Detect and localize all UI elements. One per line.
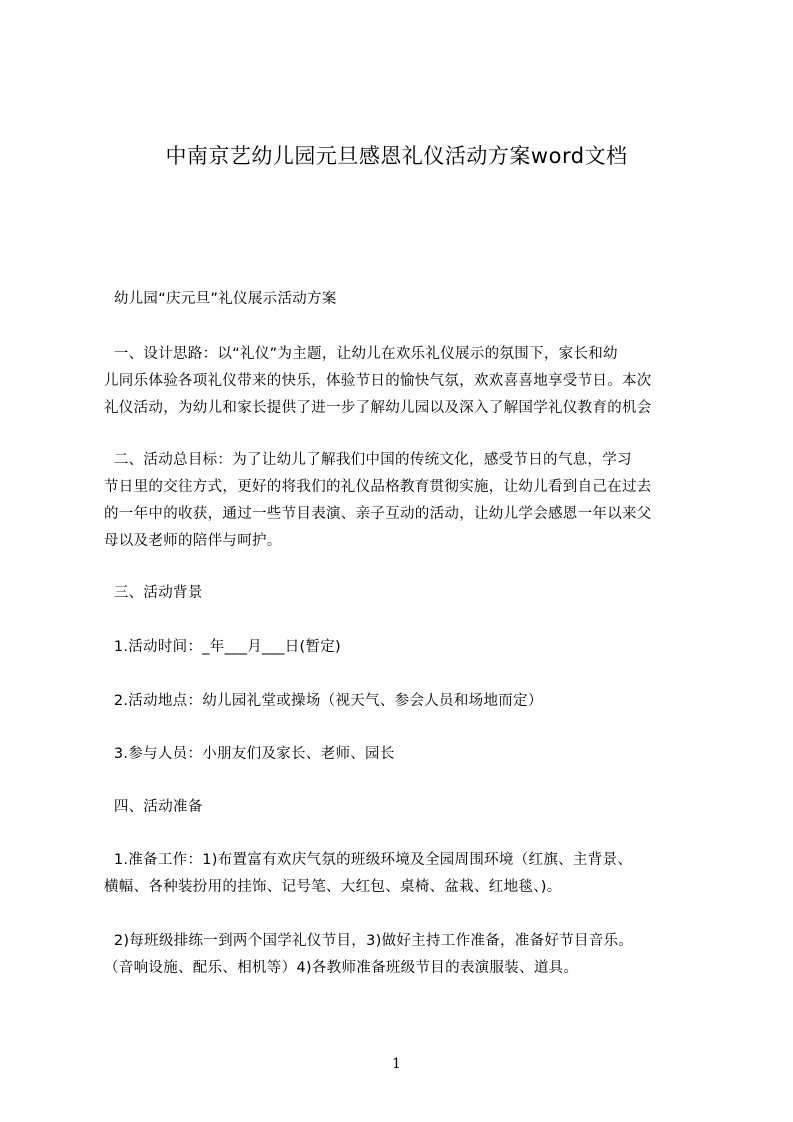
text-line: （音响设施、配乐、相机等）4)各教师准备班级节目的表演服装、道具。 (104, 960, 579, 976)
text-line: 一、设计思路：以“礼仪”为主题，让幼儿在欢乐礼仪展示的氛围下，家长和幼 (104, 346, 618, 362)
text-line: 幼儿园“庆元旦”礼仪展示活动方案 (104, 291, 337, 307)
text-line: 2)每班级排练一到两个国学礼仪节目，3)做好主持工作准备，准备好节目音乐。 (104, 933, 634, 949)
text-line: 2.活动地点：幼儿园礼堂或操场（视天气、参会人员和场地而定） (104, 693, 543, 709)
text-line: 1.准备工作：1)布置富有欢庆气氛的班级环境及全园周围环境（红旗、主背景、 (104, 852, 633, 868)
text-line: 二、活动总目标：为了让幼儿了解我们中国的传统文化，感受节日的气息，学习 (104, 452, 632, 468)
paragraph-overall-goal (104, 447, 704, 555)
paragraph-prep-work (104, 847, 704, 901)
text-line: 礼仪活动，为幼儿和家长提供了进一步了解幼儿园以及深入了解国学礼仪教育的机会 (104, 400, 652, 416)
text-line: 横幅、各种装扮用的挂饰、记号笔、大红包、桌椅、盆栽、红地毯、)。 (104, 879, 562, 895)
paragraph-activity-location (104, 688, 704, 715)
text-line: 1.活动时间：_年___月___日(暂定) (104, 639, 342, 655)
text-line: 四、活动准备 (104, 799, 203, 815)
page-number: 1 (392, 1056, 401, 1072)
paragraph-rehearsal (104, 928, 704, 982)
text-line: 母以及老师的陪伴与呵护。 (104, 533, 282, 549)
heading-preparation (104, 794, 704, 821)
paragraph-design-idea (104, 341, 704, 422)
paragraph-subtitle (104, 286, 704, 313)
text-line: 节日里的交往方式，更好的将我们的礼仪品格教育贯彻实施，让幼儿看到自己在过去 (104, 479, 652, 495)
document-title: 中南京艺幼儿园元旦感恩礼仪活动方案word文档 (165, 144, 628, 168)
text-line: 儿同乐体验各项礼仪带来的快乐，体验节日的愉快气氛，欢欢喜喜地享受节日。本次 (104, 373, 652, 389)
heading-background (104, 580, 704, 607)
paragraph-participants (104, 741, 704, 768)
text-line: 的一年中的收获，通过一些节目表演、亲子互动的活动，让幼儿学会感恩一年以来父 (104, 506, 652, 522)
text-line: 三、活动背景 (104, 585, 203, 601)
paragraph-activity-time (104, 634, 704, 661)
text-line: 3.参与人员：小朋友们及家长、老师、园长 (104, 746, 395, 762)
